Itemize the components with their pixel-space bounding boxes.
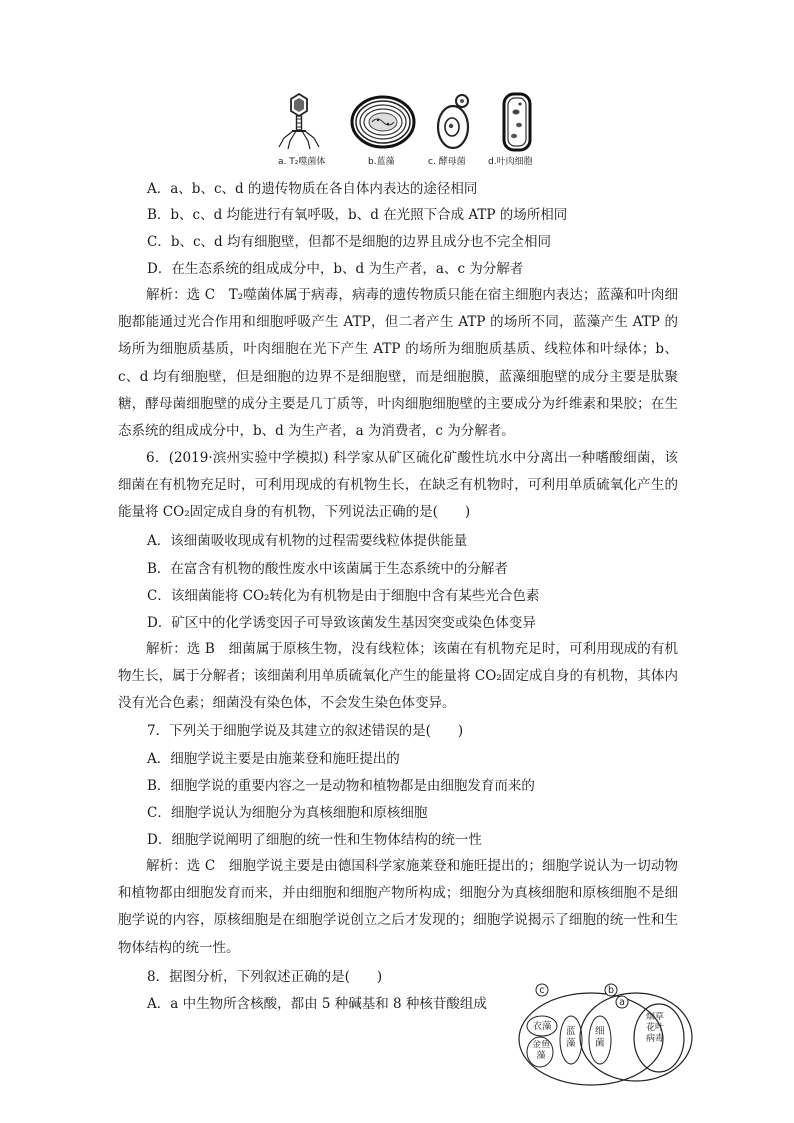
caption-b: b.蓝藻 <box>368 157 395 167</box>
leaf-cell-figure <box>488 92 533 167</box>
venn-item4: 细菌 <box>595 1026 605 1049</box>
q5-option-c: C．b、c、d 均有细胞壁，但都不是细胞的边界且成分也不完全相同 <box>147 234 551 250</box>
venn-circle-c <box>519 993 663 1085</box>
q6-option-a: A．该细菌吸收现成有机物的过程需要线粒体提供能量 <box>147 533 468 549</box>
organism-figures <box>270 92 560 172</box>
venn-item5: 烟草花叶病毒 <box>645 1012 664 1044</box>
q8-stem: 8．据图分析，下列叙述正确的是( ) <box>147 969 383 985</box>
venn-label-c: c <box>539 985 545 996</box>
caption-d: d.叶肉细胞 <box>488 157 533 167</box>
q8-venn-diagram <box>516 982 694 1088</box>
cyanobacteria-figure <box>350 92 416 167</box>
q7-option-c: C．细胞学说认为细胞分为真核细胞和原核细胞 <box>147 805 428 821</box>
venn-item1: 衣藻 <box>532 1021 552 1032</box>
t2-phage-figure <box>276 92 326 167</box>
q7-option-a: A．细胞学说主要是由施莱登和施旺提出的 <box>147 751 400 767</box>
q6-option-b: B．在富含有机物的酸性废水中该菌属于生态系统中的分解者 <box>147 561 508 577</box>
yeast-figure <box>428 92 474 167</box>
cyanobacteria-icon <box>350 92 416 152</box>
venn-item3: 蓝藻 <box>566 1026 576 1049</box>
q6-option-d: D．矿区中的化学诱变因子可导致该菌发生基因突变或染色体变异 <box>147 615 536 631</box>
phage-icon <box>276 92 322 152</box>
q6-stem: 6．(2019·滨州实验中学模拟) 科学家从矿区硫化矿酸性坑水中分离出一种嗜酸细菌，该细菌在有机物充足时，可利用现成的有机物生长，在缺乏有机物时，可利用单质硫氧化产生的能量将 CO₂固定成自身的有机物，下列说法正确的是( ) <box>118 450 678 521</box>
venn-label-b: b <box>607 985 615 996</box>
q5-option-b: B．b、c、d 均能进行有氧呼吸，b、d 在光照下合成 ATP 的场所相同 <box>147 207 568 223</box>
q8-option-a: A．a 中生物所含核酸，都由 5 种碱基和 8 种核苷酸组成 <box>147 996 487 1012</box>
caption-a: a. T₂噬菌体 <box>278 157 326 167</box>
caption-c: c. 酵母菌 <box>428 157 466 167</box>
q5-option-a: A．a、b、c、d 的遗传物质在各自体内表达的途径相同 <box>147 181 478 197</box>
q5-analysis: 解析：选 C T₂噬菌体属于病毒，病毒的遗传物质只能在宿主细胞内表达；蓝藻和叶肉细胞都能通过光合作用和细胞呼吸产生 ATP，但二者产生 ATP 的场所不同，蓝藻产生 ATP 的场所为细胞质基质，叶肉细胞在光下产生 ATP 的场所为细胞质基质、线粒体和叶绿体；b、c、d 均有细胞壁，但是细胞的边界不是细胞壁，而是细胞膜，蓝藻细胞壁的成分主要是肽聚糖，酵母菌细胞壁的成分主要是几丁质等，叶肉细胞细胞壁的主要成分为纤维素和果胶；在生态系统的组成成分中，b、d 为生产者，a 为消费者，c 为分解者。 <box>118 287 678 440</box>
q7-analysis: 解析：选 C 细胞学说主要是由德国科学家施莱登和施旺提出的；细胞学说认为一切动物和植物都由细胞发育而来，并由细胞和细胞产物所构成；细胞分为真核细胞和原核细胞不是细胞学说的内容，原核细胞是在细胞学说创立之后才发现的；细胞学说揭示了细胞的统一性和生物体结构的统一性。 <box>118 858 678 956</box>
q7-option-d: D．细胞学说阐明了细胞的统一性和生物体结构的统一性 <box>147 832 482 848</box>
venn-label-a: a <box>619 997 625 1008</box>
q6-option-c: C．该细菌能将 CO₂转化为有机物是由于细胞中含有某些光合色素 <box>147 588 540 604</box>
yeast-icon <box>434 92 474 152</box>
q6-analysis: 解析：选 B 细菌属于原核生物，没有线粒体；该菌在有机物充足时，可利用现成的有机物生长，属于分解者；该细菌利用单质硫氧化产生的能量将 CO₂固定成自身的有机物，其体内没有光合色素；细菌没有染色体，不会发生染色体变异。 <box>118 641 678 712</box>
q7-option-b: B．细胞学说的重要内容之一是动物和植物都是由细胞发育而来的 <box>147 778 535 794</box>
leaf-cell-icon <box>502 92 532 152</box>
q7-stem: 7．下列关于细胞学说及其建立的叙述错误的是( ) <box>147 723 464 739</box>
venn-item2: 金鱼藻 <box>531 1040 550 1061</box>
q5-option-d: D．在生态系统的组成成分中，b、d 为生产者，a、c 为分解者 <box>147 261 524 277</box>
